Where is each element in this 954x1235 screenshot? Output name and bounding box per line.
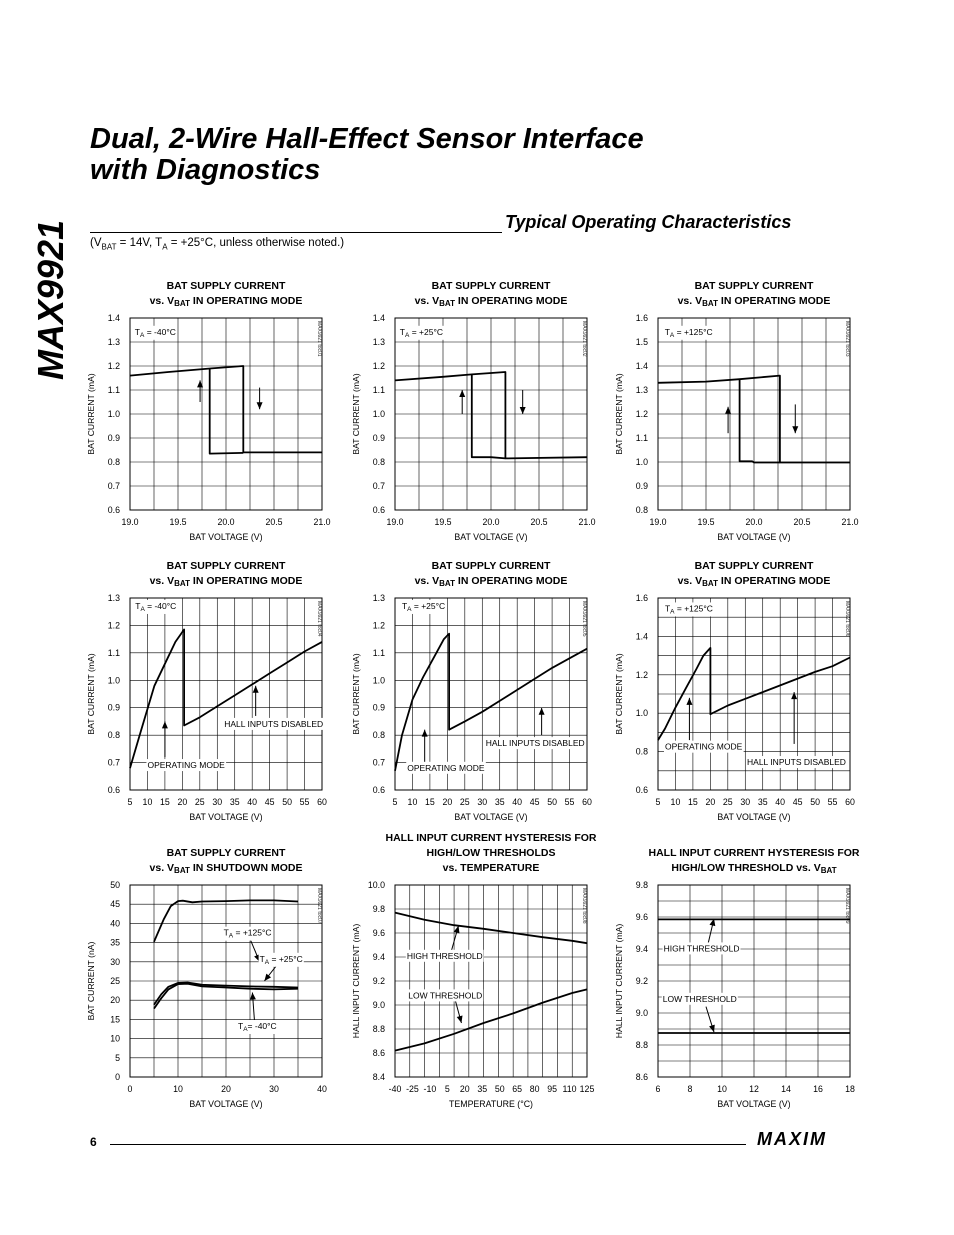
chart-title-line: HALL INPUT CURRENT HYSTERESIS FOR — [648, 847, 860, 859]
chart-title-line: vs. VBAT IN OPERATING MODE — [149, 295, 303, 308]
y-tick-label: 8.6 — [635, 1072, 648, 1082]
y-tick-label: 8.6 — [372, 1048, 385, 1058]
y-tick-label: 9.2 — [635, 976, 648, 986]
y-tick-label: 10 — [110, 1033, 120, 1044]
chart-2 — [335, 275, 635, 565]
x-tick-label: 10 — [142, 797, 153, 807]
y-tick-label: 0.9 — [635, 481, 648, 491]
annotation-label: $T_A= -40^\circ C$ — [238, 1021, 277, 1033]
arrow-head — [253, 686, 259, 693]
y-tick-label: 40 — [110, 918, 120, 929]
y-axis-label: BAT CURRENT (mA) — [614, 653, 624, 735]
x-tick-label: 15 — [425, 797, 435, 807]
arrow-head — [422, 730, 428, 737]
y-tick-label: 0.6 — [107, 505, 120, 515]
y-tick-label: 0.6 — [107, 785, 120, 795]
y-tick-label: 1.0 — [635, 708, 648, 719]
x-tick-label: 60 — [582, 797, 592, 807]
x-tick-label: 14 — [781, 1084, 791, 1094]
arrow-head — [454, 926, 460, 934]
x-tick-label: 60 — [845, 797, 855, 807]
y-tick-label: 1.1 — [372, 647, 385, 658]
figure-code: MAX9921 toc07 — [316, 888, 322, 924]
annotation-label: OPERATING MODE — [147, 760, 225, 771]
x-tick-label: 35 — [494, 797, 505, 807]
x-axis-label: BAT VOLTAGE (V) — [454, 812, 528, 822]
conditions-mid: = 14V, T — [116, 237, 163, 249]
figure-code: MAX9921 toc02 — [581, 321, 587, 357]
x-axis-label: BAT VOLTAGE (V) — [717, 812, 791, 822]
chart-9 — [598, 830, 898, 1120]
x-tick-label: -25 — [406, 1084, 419, 1094]
annotation-label: OPERATING MODE — [664, 741, 743, 752]
x-tick-label: 60 — [317, 797, 327, 807]
side-title-text: MAX9921 — [30, 219, 68, 380]
chart-svg — [335, 830, 635, 1120]
x-tick-label: 25 — [722, 797, 733, 807]
y-tick-label: 0.7 — [107, 757, 120, 768]
chart-8 — [335, 830, 635, 1120]
y-tick-label: 9.6 — [372, 928, 385, 938]
y-tick-label: 9.2 — [372, 976, 385, 986]
y-tick-label: 1.2 — [635, 409, 648, 419]
x-tick-label: 19.5 — [169, 517, 187, 527]
y-tick-label: 35 — [110, 937, 120, 948]
y-tick-label: 1.3 — [372, 593, 385, 603]
chart-title-line: BAT SUPPLY CURRENT — [694, 560, 814, 572]
annotation-label: $T_A = +25^\circ C$ — [259, 953, 303, 966]
series-line-1 — [395, 634, 587, 771]
x-tick-label: 6 — [655, 1084, 661, 1094]
conditions-sub-bat: BAT — [101, 242, 117, 252]
annotation-label: OPERATING MODE — [407, 762, 485, 773]
y-axis-label: BAT CURRENT (mA) — [86, 653, 96, 735]
x-axis-label: BAT VOLTAGE (V) — [189, 532, 263, 542]
x-axis-label: BAT VOLTAGE (V) — [189, 1099, 263, 1109]
y-tick-label: 1.1 — [635, 433, 648, 443]
x-tick-label: -40 — [388, 1084, 402, 1094]
y-tick-label: 8.8 — [635, 1040, 648, 1050]
y-tick-label: 15 — [110, 1014, 120, 1025]
y-tick-label: 9.0 — [372, 1000, 385, 1010]
y-tick-label: 1.1 — [107, 647, 120, 658]
y-tick-label: 0.6 — [372, 505, 385, 515]
y-axis-label: BAT CURRENT (nA) — [86, 941, 96, 1021]
y-tick-label: 1.2 — [635, 669, 648, 680]
x-tick-label: 19.5 — [697, 517, 715, 527]
annotation-label: LOW THRESHOLD — [662, 993, 737, 1004]
x-tick-label: 55 — [827, 797, 838, 807]
x-tick-label: 25 — [459, 797, 470, 807]
y-tick-label: 0.9 — [107, 702, 120, 713]
x-tick-label: 21.0 — [313, 517, 331, 527]
x-tick-label: 45 — [529, 797, 540, 807]
y-tick-label: 10.0 — [367, 880, 385, 890]
x-tick-label: 35 — [477, 1084, 488, 1094]
y-tick-label: 0 — [115, 1072, 120, 1082]
x-tick-label: 15 — [688, 797, 698, 807]
y-tick-label: 0.8 — [107, 730, 120, 741]
y-tick-label: 9.4 — [635, 944, 648, 954]
series-line-2 — [740, 379, 780, 462]
y-tick-label: 45 — [110, 899, 120, 910]
chart-svg — [598, 275, 898, 565]
y-axis-label: BAT CURRENT (mA) — [351, 373, 361, 455]
x-tick-label: 20 — [177, 797, 188, 807]
series-line-2 — [472, 374, 506, 458]
y-tick-label: 5 — [115, 1052, 120, 1063]
annotation-label: $T_A = -40^\circ C$ — [135, 600, 177, 613]
y-tick-label: 1.3 — [107, 337, 120, 347]
x-tick-label: 45 — [792, 797, 803, 807]
y-tick-label: 0.8 — [107, 457, 120, 467]
y-tick-label: 9.0 — [635, 1008, 648, 1018]
x-axis-label: BAT VOLTAGE (V) — [717, 532, 791, 542]
x-tick-label: 50 — [282, 797, 292, 807]
x-tick-label: 55 — [299, 797, 310, 807]
x-tick-label: 5 — [127, 797, 133, 807]
y-tick-label: 1.2 — [107, 620, 120, 631]
x-tick-label: 20 — [459, 1084, 470, 1094]
arrow-head — [539, 708, 545, 715]
x-tick-label: 25 — [194, 797, 205, 807]
x-tick-label: 18 — [845, 1084, 855, 1094]
page-number: 6 — [90, 1135, 97, 1149]
y-tick-label: 9.6 — [635, 912, 648, 922]
y-tick-label: 0.9 — [107, 433, 120, 443]
y-tick-label: 1.6 — [635, 593, 648, 603]
chart-svg — [335, 555, 635, 845]
y-tick-label: 25 — [110, 976, 120, 986]
y-tick-label: 0.6 — [372, 785, 385, 795]
y-tick-label: 1.4 — [372, 313, 385, 323]
annotation-label: HALL INPUTS DISABLED — [747, 757, 846, 768]
y-axis-label: BAT CURRENT (mA) — [86, 373, 96, 455]
arrow-head — [250, 993, 256, 1000]
x-tick-label: 10 — [670, 797, 681, 807]
y-tick-label: 1.1 — [107, 385, 120, 395]
y-tick-label: 1.4 — [635, 361, 648, 371]
x-tick-label: 20.5 — [793, 517, 811, 527]
annotation-label: HALL INPUTS DISABLED — [485, 738, 585, 749]
annotation-label: HALL INPUTS DISABLED — [224, 718, 324, 729]
chart-title-line: vs. VBAT IN OPERATING MODE — [414, 295, 568, 308]
chart-title-line: BAT SUPPLY CURRENT — [694, 280, 814, 292]
annotation-label: $T_A = +25^\circ C$ — [399, 326, 444, 339]
x-tick-label: 15 — [160, 797, 170, 807]
chart-title-line: BAT SUPPLY CURRENT — [166, 560, 286, 572]
y-tick-label: 0.9 — [372, 702, 385, 713]
arrow-head — [520, 407, 526, 414]
x-tick-label: 40 — [317, 1084, 327, 1094]
chart-svg — [598, 830, 898, 1120]
x-axis-label: BAT VOLTAGE (V) — [189, 812, 263, 822]
conditions-pre: (V — [90, 237, 102, 249]
arrow-head — [459, 390, 465, 397]
x-tick-label: 16 — [813, 1084, 823, 1094]
x-tick-label: 5 — [444, 1084, 450, 1094]
chart-3 — [598, 275, 898, 565]
y-tick-label: 50 — [110, 880, 120, 890]
y-axis-label: BAT CURRENT (mA) — [351, 653, 361, 735]
y-tick-label: 20 — [110, 995, 120, 1006]
chart-title-line: BAT SUPPLY CURRENT — [431, 560, 551, 572]
arrow-head — [686, 698, 692, 705]
figure-code: MAX9921 toc06 — [844, 601, 850, 637]
x-tick-label: 125 — [579, 1084, 595, 1094]
footer-rule — [110, 1144, 746, 1145]
chart-title-line: vs. VBAT IN SHUTDOWN MODE — [149, 862, 303, 875]
x-tick-label: 20.0 — [745, 517, 763, 527]
x-tick-label: 80 — [529, 1084, 540, 1094]
arrow-head — [162, 721, 168, 728]
chart-6 — [598, 555, 898, 845]
y-tick-label: 8.4 — [372, 1072, 385, 1082]
x-tick-label: 19.5 — [434, 517, 452, 527]
x-tick-label: 30 — [212, 797, 223, 807]
x-tick-label: 19.0 — [121, 517, 139, 527]
y-tick-label: 1.4 — [107, 313, 120, 323]
chart-4 — [70, 555, 370, 845]
chart-title-line: vs. VBAT IN OPERATING MODE — [414, 575, 568, 588]
annotation-label: $T_A = +125^\circ C$ — [664, 326, 713, 339]
y-tick-label: 9.8 — [372, 904, 385, 914]
plot-frame — [395, 598, 587, 790]
y-axis-label: HALL INPUT CURRENT (mA) — [614, 923, 624, 1039]
x-tick-label: 8 — [687, 1084, 693, 1094]
arrow-head — [792, 426, 798, 433]
figure-code: MAX9921 toc08 — [581, 888, 587, 924]
page-title-line-2: with Diagnostics — [90, 154, 321, 186]
x-tick-label: 21.0 — [578, 517, 596, 527]
x-tick-label: 20.0 — [482, 517, 500, 527]
x-axis-label: BAT VOLTAGE (V) — [454, 532, 528, 542]
y-tick-label: 0.7 — [107, 481, 120, 491]
y-tick-label: 0.7 — [372, 757, 385, 768]
x-tick-label: 110 — [562, 1084, 577, 1094]
y-tick-label: 1.3 — [635, 385, 648, 395]
y-tick-label: 1.3 — [372, 337, 385, 347]
series-line-1 — [130, 630, 322, 769]
page-title-line-1: Dual, 2-Wire Hall-Effect Sensor Interface — [90, 123, 644, 155]
section-title: Typical Operating Characteristics — [505, 212, 792, 232]
y-tick-label: 0.6 — [635, 785, 648, 795]
chart-5 — [335, 555, 635, 845]
x-tick-label: 12 — [749, 1084, 759, 1094]
figure-code: MAX9921 toc05 — [581, 601, 587, 637]
x-tick-label: 5 — [655, 797, 661, 807]
y-tick-label: 0.8 — [372, 730, 385, 741]
x-tick-label: 10 — [407, 797, 418, 807]
x-tick-label: 30 — [477, 797, 488, 807]
annotation-label: HIGH THRESHOLD — [663, 943, 740, 954]
x-tick-label: 20.5 — [265, 517, 283, 527]
page-title — [90, 124, 850, 186]
chart-7 — [70, 830, 370, 1120]
x-tick-label: 20 — [705, 797, 716, 807]
y-axis-label: BAT CURRENT (mA) — [614, 373, 624, 455]
arrow-head — [264, 974, 271, 981]
x-tick-label: 50 — [547, 797, 557, 807]
chart-svg — [70, 830, 370, 1120]
y-tick-label: 1.1 — [372, 385, 385, 395]
y-tick-label: 1.3 — [107, 593, 120, 603]
chart-title-line: vs. VBAT IN OPERATING MODE — [677, 295, 831, 308]
chart-title-line: vs. TEMPERATURE — [442, 862, 540, 874]
y-tick-label: 1.0 — [107, 409, 120, 419]
annotation-label: LOW THRESHOLD — [408, 990, 483, 1001]
y-tick-label: 0.8 — [635, 746, 648, 757]
y-tick-label: 0.7 — [372, 481, 385, 491]
chart-title-line: BAT SUPPLY CURRENT — [431, 280, 551, 292]
arrow-head — [791, 692, 797, 699]
chart-title-line: HIGH/LOW THRESHOLDS — [426, 847, 556, 859]
x-tick-label: 30 — [269, 1084, 279, 1094]
x-tick-label: 45 — [264, 797, 275, 807]
x-tick-label: 19.0 — [386, 517, 404, 527]
chart-title-line: BAT SUPPLY CURRENT — [166, 280, 286, 292]
y-tick-label: 1.2 — [372, 361, 385, 371]
section-rule — [90, 232, 502, 233]
annotation-label: HIGH THRESHOLD — [406, 950, 483, 961]
arrow-head — [257, 402, 263, 409]
chart-title-line: HIGH/LOW THRESHOLD vs. VBAT — [671, 862, 837, 875]
figure-code: MAX9921 toc04 — [316, 601, 322, 637]
y-tick-label: 0.8 — [372, 457, 385, 467]
x-tick-label: 95 — [547, 1084, 557, 1094]
chart-1 — [70, 275, 370, 565]
x-tick-label: -10 — [423, 1084, 437, 1094]
y-tick-label: 8.8 — [372, 1024, 385, 1034]
y-tick-label: 1.0 — [107, 675, 120, 686]
annotation-label: $T_A = +125^\circ C$ — [664, 603, 713, 616]
figure-code: MAX9921 toc01 — [316, 321, 322, 357]
x-tick-label: 5 — [392, 797, 398, 807]
series-line-2 — [210, 368, 244, 453]
x-tick-label: 30 — [740, 797, 751, 807]
chart-title-line: BAT SUPPLY CURRENT — [166, 847, 286, 859]
y-tick-label: 1.0 — [372, 409, 385, 419]
conditions-note — [90, 237, 344, 251]
x-tick-label: 55 — [564, 797, 575, 807]
maxim-logo — [757, 1129, 867, 1149]
x-tick-label: 10 — [173, 1084, 183, 1094]
y-tick-label: 1.5 — [635, 337, 648, 347]
y-tick-label: 1.2 — [107, 361, 120, 371]
y-tick-label: 9.4 — [372, 952, 385, 962]
x-tick-label: 35 — [229, 797, 240, 807]
x-tick-label: 65 — [512, 1084, 523, 1094]
annotation-label: $T_A = +125^\circ C$ — [223, 927, 272, 940]
y-tick-label: 1.0 — [635, 457, 648, 467]
chart-svg — [598, 555, 898, 845]
chart-title-line: HALL INPUT CURRENT HYSTERESIS FOR — [385, 832, 597, 844]
y-tick-label: 1.2 — [372, 620, 385, 631]
chart-title-line: vs. VBAT IN OPERATING MODE — [149, 575, 303, 588]
chart-title-line: vs. VBAT IN OPERATING MODE — [677, 575, 831, 588]
y-tick-label: 9.8 — [635, 880, 648, 890]
x-tick-label: 40 — [775, 797, 786, 807]
x-tick-label: 40 — [512, 797, 523, 807]
y-tick-label: 30 — [110, 956, 120, 967]
annotation-label: $T_A = +25^\circ C$ — [401, 600, 446, 613]
arrow-head — [709, 1025, 715, 1033]
x-tick-label: 20.5 — [530, 517, 548, 527]
x-axis-label: BAT VOLTAGE (V) — [717, 1099, 791, 1109]
chart-svg — [70, 555, 370, 845]
conditions-sub-a: A — [162, 242, 168, 252]
annotation-label: $T_A = -40^\circ C$ — [134, 326, 176, 339]
x-axis-label: TEMPERATURE (°C) — [449, 1099, 533, 1109]
y-tick-label: 1.4 — [635, 631, 648, 642]
y-tick-label: 0.8 — [635, 505, 648, 515]
x-tick-label: 40 — [247, 797, 258, 807]
x-tick-label: 10 — [717, 1084, 727, 1094]
x-tick-label: 50 — [810, 797, 820, 807]
series-line-1 — [395, 913, 587, 944]
maxim-logo-text: MAXIM — [757, 1129, 827, 1149]
y-tick-label: 1.6 — [635, 313, 648, 323]
x-tick-label: 20.0 — [217, 517, 235, 527]
y-axis-label: HALL INPUT CURRENT (mA) — [351, 923, 361, 1039]
x-tick-label: 19.0 — [649, 517, 667, 527]
x-tick-label: 0 — [127, 1084, 133, 1094]
y-tick-label: 0.9 — [372, 433, 385, 443]
figure-code: MAX9921 toc09 — [844, 888, 850, 924]
figure-code: MAX9921 toc03 — [844, 321, 850, 357]
x-tick-label: 50 — [494, 1084, 505, 1094]
chart-svg — [70, 275, 370, 565]
x-tick-label: 20 — [221, 1084, 231, 1094]
side-title — [8, 215, 68, 385]
y-tick-label: 1.0 — [372, 675, 385, 686]
conditions-post: = +25°C, unless otherwise noted.) — [167, 237, 345, 249]
chart-svg — [335, 275, 635, 565]
x-tick-label: 21.0 — [841, 517, 859, 527]
x-tick-label: 35 — [757, 797, 768, 807]
x-tick-label: 20 — [442, 797, 453, 807]
